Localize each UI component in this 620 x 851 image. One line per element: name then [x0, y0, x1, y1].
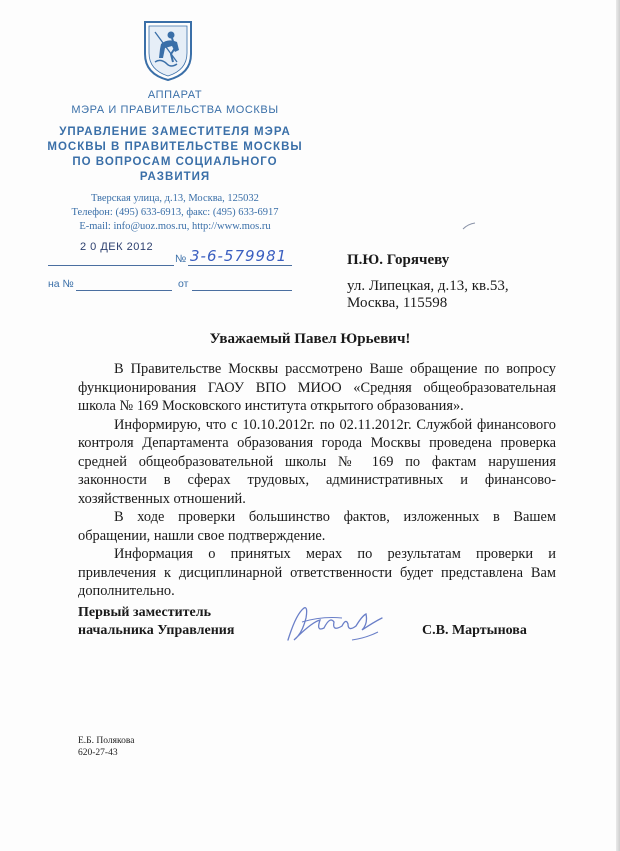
ref-number-line	[76, 290, 172, 291]
letterhead-web: E-mail: info@uoz.mos.ru, http://www.mos.ru	[79, 221, 271, 232]
dept-line2: МОСКВЫ В ПРАВИТЕЛЬСТВЕ МОСКВЫ	[47, 141, 303, 153]
executor-phone: 620-27-43	[78, 748, 118, 758]
from-label: от	[178, 278, 189, 290]
addressee-name: П.Ю. Горячеву	[347, 252, 450, 268]
executor-name: Е.Б. Полякова	[78, 736, 135, 746]
addressee-city: Москва, 115598	[347, 295, 448, 311]
letterhead-line2: МЭРА И ПРАВИТЕЛЬСТВА МОСКВЫ	[71, 104, 279, 116]
registration-number: 3-6-579981	[190, 247, 288, 265]
number-sign: №	[175, 253, 187, 265]
dept-line3: ПО ВОПРОСАМ СОЦИАЛЬНОГО	[72, 156, 278, 168]
number-line	[188, 265, 292, 266]
letter-body	[78, 360, 556, 601]
dept-line4: РАЗВИТИЯ	[139, 171, 211, 183]
dept-line1: УПРАВЛЕНИЕ ЗАМЕСТИТЕЛЯ МЭРА	[59, 126, 291, 138]
date-stamp: 2 0 ДЕК 2012	[80, 241, 154, 253]
letterhead-phone: Телефон: (495) 633-6913, факс: (495) 633-6917	[71, 207, 279, 218]
signer-name: С.В. Мартынова	[422, 623, 527, 638]
body-paragraph-1: В Правительстве Москвы рассмотрено Ваше обращение по вопросу функционирования ГАОУ ВПО МИОО «Средняя общеобразовательная школа № 169 Московского института открытого образования».	[78, 361, 556, 414]
addressee-street: ул. Липецкая, д.13, кв.53,	[347, 278, 509, 294]
body-paragraph-4: Информация о принятых мерах по результатам проверки и привлечения к дисциплинарной ответственности будет представлена Вам дополнительно.	[78, 546, 556, 599]
pen-mark-icon	[462, 222, 476, 230]
body-paragraph-2: Информирую, что с 10.10.2012г. по 02.11.2012г. Службой финансового контроля Департамента образования города Москвы проведена проверка средней общеобразовательной школы № 169 по фактам нарушения законности в сферах трудовых, административных и финансово-хозяйственных отношений.	[78, 416, 556, 507]
page-edge-shadow	[616, 0, 620, 851]
letterhead-line1: АППАРАТ	[147, 89, 203, 101]
ref-label: на №	[48, 278, 74, 290]
ref-date-line	[192, 290, 292, 291]
salutation: Уважаемый Павел Юрьевич!	[209, 331, 411, 347]
body-paragraph-3: В ходе проверки большинство фактов, изложенных в Вашем обращении, нашли свое подтверждение.	[78, 509, 556, 544]
signer-title-line1: Первый заместитель	[78, 605, 211, 620]
signer-title-line2: начальника Управления	[78, 623, 235, 638]
handwritten-signature	[282, 600, 392, 650]
letterhead-address: Тверская улица, д.13, Москва, 125032	[91, 193, 259, 204]
moscow-coat-of-arms-icon	[141, 18, 195, 82]
outgoing-date-line	[48, 265, 174, 266]
